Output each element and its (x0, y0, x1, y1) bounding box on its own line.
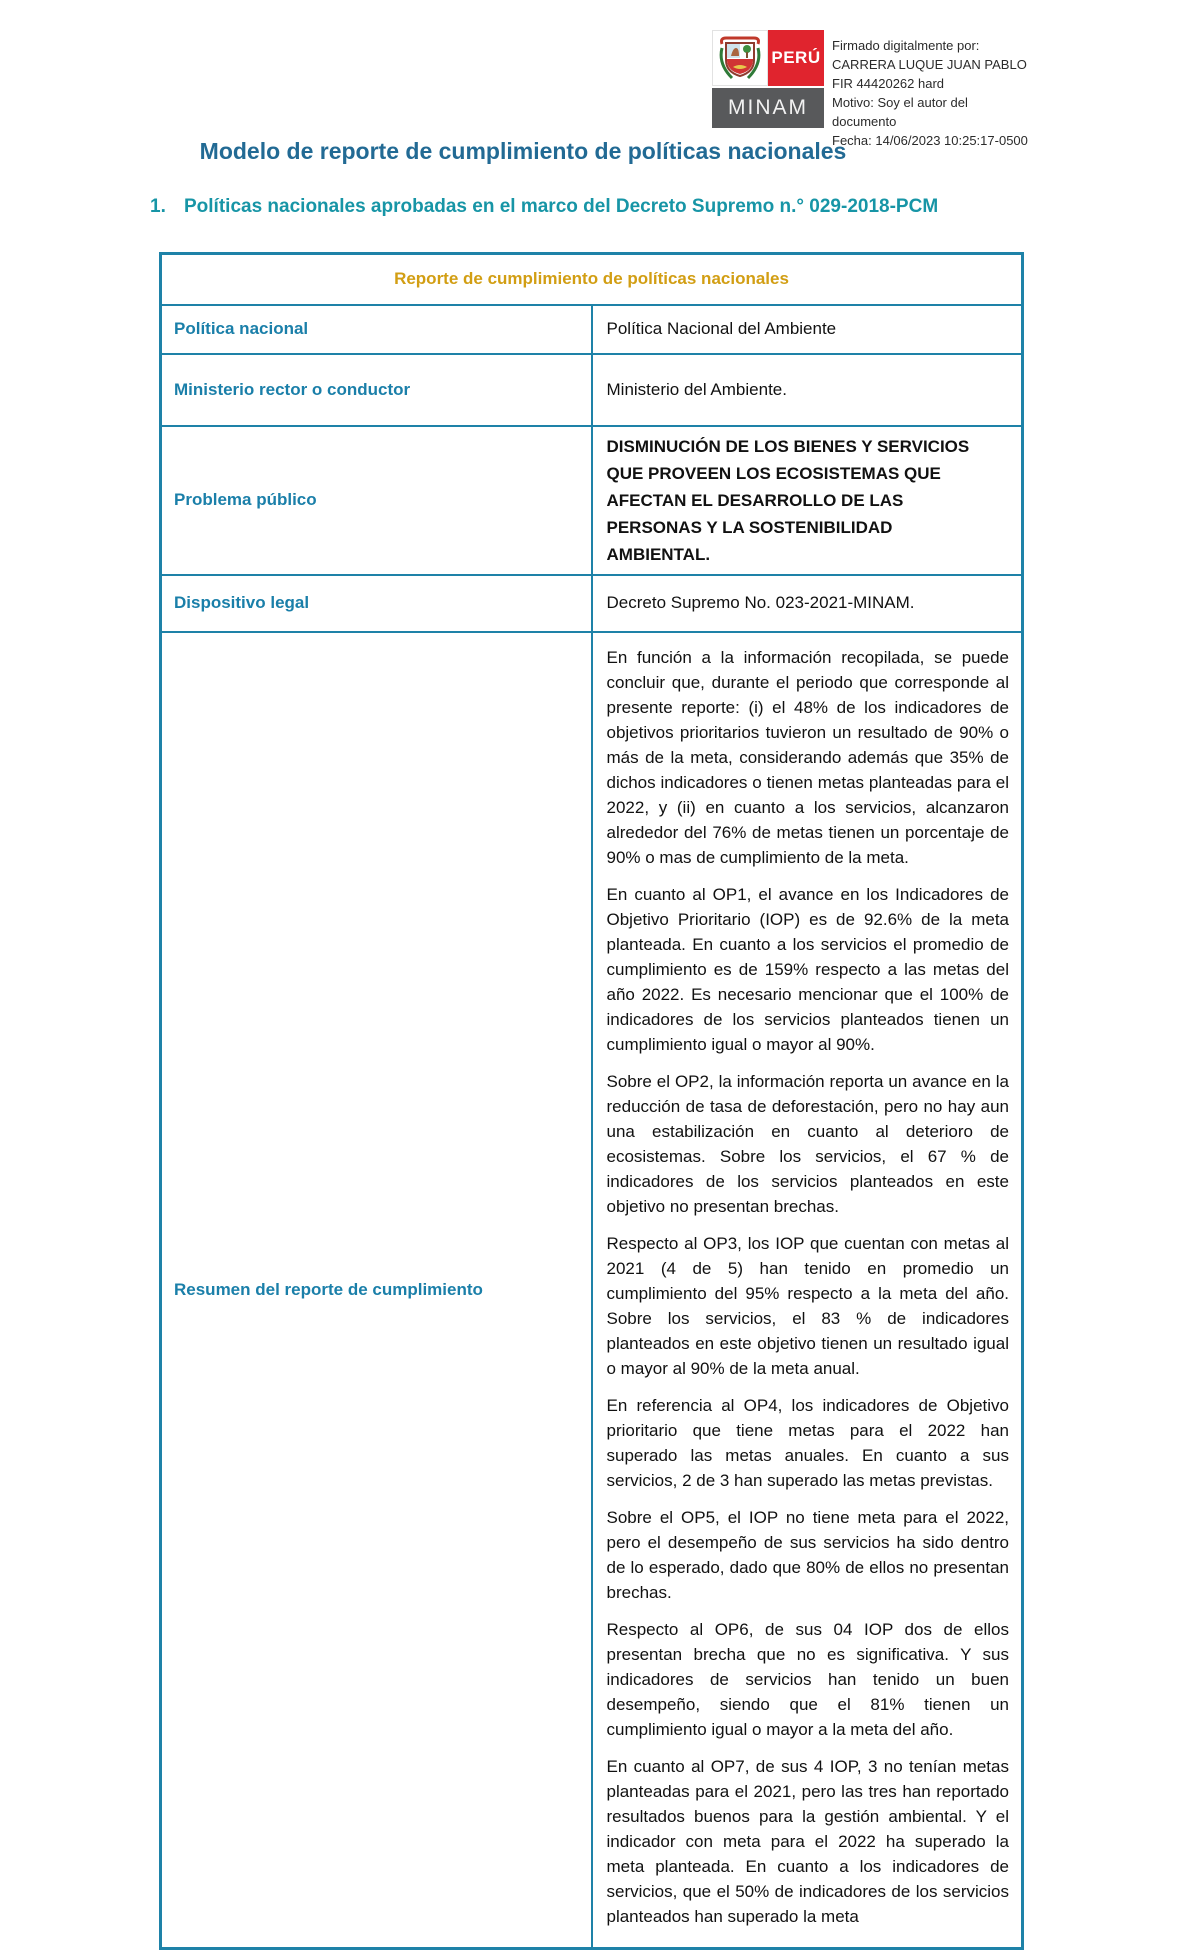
table-header-row (161, 254, 1023, 305)
table-title: Reporte de cumplimiento de políticas nacionales (161, 254, 1023, 305)
signature-line: documento (832, 114, 897, 129)
signature-line: FIR 44420262 hard (832, 76, 945, 91)
minam-wordmark: MINAM (712, 88, 824, 128)
row-value-politica-nacional: Política Nacional del Ambiente (592, 305, 1023, 354)
signature-line: Fecha: 14/06/2023 10:25:17-0500 (832, 133, 1028, 148)
resumen-paragraph: Sobre el OP5, el IOP no tiene meta para el 2022, pero el desempeño de sus servicios ha sido dentro de lo esperado, dado que 80% de ellos no presentan brechas. (606, 1507, 1009, 1602)
row-label-ministerio-rector: Ministerio rector o conductor (161, 354, 592, 426)
table-row (161, 426, 1023, 575)
row-label-problema-publico: Problema público (161, 426, 592, 575)
table-row (161, 575, 1023, 632)
section-number: 1. (150, 196, 166, 217)
signature-line: CARRERA LUQUE JUAN PABLO (832, 57, 1027, 72)
row-value-problema-publico: DISMINUCIÓN DE LOS BIENES Y SERVICIOS QUE PROVEEN LOS ECOSISTEMAS QUE AFECTAN EL DESARROLLO DE LAS PERSONAS Y LA SOSTENIBILIDAD AMBIENTAL. (592, 426, 1023, 575)
peru-brand-mark: PERÚ (768, 30, 824, 86)
digital-signature-block (712, 30, 1042, 150)
table-row (161, 305, 1023, 354)
resumen-paragraph: En referencia al OP4, los indicadores de Objetivo prioritario que tiene metas para el 2022 han superado las metas anuales. En cuanto a sus servicios, 2 de 3 han superado las metas previstas. (606, 1395, 1009, 1490)
report-table (159, 252, 1024, 1950)
signature-details (832, 30, 1042, 150)
signature-line: Motivo: Soy el autor del (832, 95, 968, 110)
row-label-politica-nacional: Política nacional (161, 305, 592, 354)
resumen-paragraph: En cuanto al OP1, el avance en los Indicadores de Objetivo Prioritario (IOP) es de 92.6% de la meta planteada. En cuanto a los servicios el promedio de cumplimiento es de 159% respecto a las metas del año 2022. Es necesario mencionar que el 100% de indicadores de los servicios planteados tienen un cumplimiento igual o mayor al 90%. (606, 884, 1009, 1054)
row-value-dispositivo-legal: Decreto Supremo No. 023-2021-MINAM. (592, 575, 1023, 632)
resumen-paragraph: Sobre el OP2, la información reporta un avance en la reducción de tasa de deforestación, pero no hay aun una estabilización en cuanto al deterioro de ecosistemas. Sobre los servicios, el 67 % de indicadores de los servicios planteados en este objetivo no presentan brechas. (606, 1071, 1009, 1216)
row-label-resumen: Resumen del reporte de cumplimiento (161, 632, 592, 1949)
signature-line: Firmado digitalmente por: (832, 38, 980, 53)
resumen-paragraph: Respecto al OP3, los IOP que cuentan con metas al 2021 (4 de 5) han tenido en promedio un cumplimiento del 95% respecto a la meta del año. Sobre los servicios, el 83 % de indicadores planteados en este objetivo tienen un resultado igual o mayor al 90% de la meta anual. (606, 1233, 1009, 1378)
resumen-paragraph: Respecto al OP6, de sus 04 IOP dos de ellos presentan brecha que no es significativa. Y sus indicadores de servicios han tenido un buen desempeño, siendo que el 81% tienen un cumplimiento igual o mayor a la meta del año. (606, 1619, 1009, 1739)
page-title: Modelo de reporte de cumplimiento de políticas nacionales (199, 138, 847, 164)
minam-logo (712, 30, 824, 150)
resumen-paragraph: En función a la información recopilada, se puede concluir que, durante el periodo que corresponde al presente reporte: (i) el 48% de los indicadores de objetivos prioritarios tuvieron un resultado de 90% o más de la meta, considerando además que 35% de dichos indicadores o tienen metas planteadas para el 2022, y (ii) en cuanto a los servicios, alcanzaron alrededor del 76% de metas tienen un porcentaje de 90% o mas de cumplimiento de la meta. (606, 647, 1009, 867)
row-value-ministerio-rector: Ministerio del Ambiente. (592, 354, 1023, 426)
section-heading (150, 196, 1030, 218)
row-value-resumen (592, 632, 1023, 1949)
table-row (161, 354, 1023, 426)
section-heading-text: Políticas nacionales aprobadas en el marco del Decreto Supremo n.° 029-2018-PCM (184, 196, 939, 217)
row-label-dispositivo-legal: Dispositivo legal (161, 575, 592, 632)
table-row (161, 632, 1023, 1949)
resumen-paragraph: En cuanto al OP7, de sus 4 IOP, 3 no tenían metas planteadas para el 2021, pero las tres han reportado resultados buenos para la gestión ambiental. Y el indicador con meta para el 2022 ha superado la meta planteada. En cuanto a los indicadores de servicios, que el 50% de indicadores de los servicios planteados han superado la meta (606, 1756, 1009, 1926)
peru-coat-of-arms-icon (712, 30, 768, 86)
